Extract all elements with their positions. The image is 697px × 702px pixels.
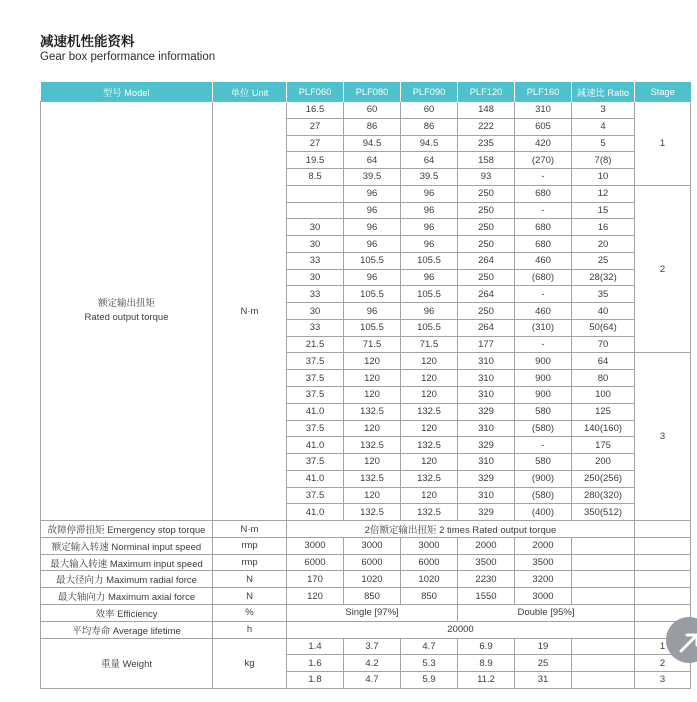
torque-value-cell: 264 (458, 286, 515, 303)
spec-value-cell: 3000 (344, 537, 401, 554)
spec-value-cell: 850 (344, 588, 401, 605)
spec-value-cell: 3500 (458, 554, 515, 571)
torque-value-cell: 900 (515, 353, 572, 370)
unit-cell: rmp (213, 554, 287, 571)
table-row (41, 537, 691, 554)
stage-cell (635, 571, 691, 588)
spec-value-cell: 2000 (458, 537, 515, 554)
table-row (41, 604, 691, 621)
torque-value-cell: 120 (344, 353, 401, 370)
ratio-cell: 3 (572, 102, 635, 119)
ratio-cell: 15 (572, 202, 635, 219)
weight-value-cell: 1.8 (287, 672, 344, 689)
spec-value-cell: 1020 (344, 571, 401, 588)
ratio-cell: 20 (572, 236, 635, 253)
torque-value-cell: 158 (458, 152, 515, 169)
ratio-cell (572, 638, 635, 655)
ratio-cell: 350(512) (572, 504, 635, 521)
column-header: 型号 Model (41, 82, 213, 102)
torque-value-cell: 93 (458, 169, 515, 186)
torque-value-cell: 120 (401, 387, 458, 404)
torque-value-cell: 39.5 (401, 169, 458, 186)
torque-value-cell: 310 (458, 454, 515, 471)
torque-value-cell: 86 (401, 118, 458, 135)
torque-value-cell: 96 (401, 219, 458, 236)
unit-cell: rmp (213, 537, 287, 554)
torque-value-cell: 460 (515, 303, 572, 320)
spec-value-cell: 1550 (458, 588, 515, 605)
torque-value-cell: 16.5 (287, 102, 344, 119)
torque-value-cell: 120 (344, 420, 401, 437)
stage-cell: 2 (635, 655, 691, 672)
weight-value-cell: 19 (515, 638, 572, 655)
torque-value-cell: (580) (515, 487, 572, 504)
torque-value-cell: 250 (458, 236, 515, 253)
ratio-cell: 140(160) (572, 420, 635, 437)
torque-value-cell: 132.5 (401, 504, 458, 521)
torque-value-cell: 250 (458, 269, 515, 286)
spec-value-cell: 6000 (401, 554, 458, 571)
torque-value-cell: 132.5 (401, 437, 458, 454)
column-header: PLF120 (458, 82, 515, 102)
spec-value-cell: 120 (287, 588, 344, 605)
back-to-top-button[interactable] (666, 617, 697, 663)
torque-value-cell: 41.0 (287, 403, 344, 420)
torque-value-cell: 264 (458, 252, 515, 269)
torque-value-cell: 37.5 (287, 420, 344, 437)
torque-value-cell: 250 (458, 185, 515, 202)
ratio-cell (572, 554, 635, 571)
merged-value-cell: 2倍额定输出扭矩 2 times Rated output torque (287, 521, 635, 538)
torque-value-cell: 420 (515, 135, 572, 152)
spec-value-cell: 3200 (515, 571, 572, 588)
unit-cell: h (213, 621, 287, 638)
unit-cell: kg (213, 638, 287, 688)
unit-cell: % (213, 604, 287, 621)
torque-value-cell: 37.5 (287, 487, 344, 504)
torque-value-cell: 310 (458, 387, 515, 404)
torque-value-cell: 250 (458, 303, 515, 320)
torque-value-cell: 30 (287, 219, 344, 236)
ratio-cell (572, 672, 635, 689)
torque-value-cell: 96 (401, 202, 458, 219)
torque-value-cell: 37.5 (287, 353, 344, 370)
torque-value-cell: 329 (458, 470, 515, 487)
torque-value-cell: 329 (458, 504, 515, 521)
torque-value-cell: 96 (344, 185, 401, 202)
torque-value-cell: 41.0 (287, 437, 344, 454)
weight-value-cell: 11.2 (458, 672, 515, 689)
spec-value-cell: 3000 (515, 588, 572, 605)
torque-value-cell: - (515, 336, 572, 353)
column-header: PLF090 (401, 82, 458, 102)
table-body (41, 102, 691, 689)
table-row (41, 521, 691, 538)
torque-value-cell: 250 (458, 202, 515, 219)
table-row (41, 554, 691, 571)
spec-value-cell: 1020 (401, 571, 458, 588)
torque-value-cell (287, 185, 344, 202)
torque-value-cell: 329 (458, 437, 515, 454)
torque-value-cell: 39.5 (344, 169, 401, 186)
torque-value-cell: 132.5 (344, 470, 401, 487)
ratio-cell: 64 (572, 353, 635, 370)
spec-value-cell: 6000 (287, 554, 344, 571)
merged-value-cell: 20000 (287, 621, 635, 638)
torque-value-cell: (270) (515, 152, 572, 169)
weight-value-cell: 4.7 (401, 638, 458, 655)
torque-value-cell: 310 (458, 487, 515, 504)
torque-value-cell: 132.5 (344, 437, 401, 454)
torque-value-cell: 96 (344, 303, 401, 320)
torque-value-cell: 30 (287, 303, 344, 320)
spec-value-cell: 2000 (515, 537, 572, 554)
weight-value-cell: 6.9 (458, 638, 515, 655)
torque-value-cell: (900) (515, 470, 572, 487)
weight-label-cell: 重量 Weight (41, 638, 213, 688)
torque-value-cell: 71.5 (344, 336, 401, 353)
torque-value-cell: 64 (401, 152, 458, 169)
torque-value-cell: 94.5 (401, 135, 458, 152)
column-header: PLF060 (287, 82, 344, 102)
stage-cell (635, 588, 691, 605)
torque-value-cell (287, 202, 344, 219)
stage-cell: 2 (635, 185, 691, 353)
table-header (41, 82, 691, 102)
torque-value-cell: 680 (515, 236, 572, 253)
torque-value-cell: 64 (344, 152, 401, 169)
page-title-zh: 减速机性能资料 (40, 34, 135, 49)
spec-label-cell: 故障停滞扭矩 Emergency stop torque (41, 521, 213, 538)
torque-value-cell: 120 (344, 387, 401, 404)
spec-value-cell: 3000 (401, 537, 458, 554)
torque-value-cell: 132.5 (344, 403, 401, 420)
spec-label-cell: 最大轴向力 Maximum axial force (41, 588, 213, 605)
ratio-cell: 175 (572, 437, 635, 454)
torque-value-cell: - (515, 202, 572, 219)
torque-value-cell: 8.5 (287, 169, 344, 186)
ratio-cell: 25 (572, 252, 635, 269)
torque-value-cell: 71.5 (401, 336, 458, 353)
header-row (41, 82, 691, 102)
torque-value-cell: 19.5 (287, 152, 344, 169)
torque-value-cell: 96 (401, 269, 458, 286)
torque-value-cell: 177 (458, 336, 515, 353)
torque-value-cell: 680 (515, 219, 572, 236)
torque-value-cell: 310 (458, 370, 515, 387)
torque-value-cell: 120 (401, 420, 458, 437)
spec-value-cell: 170 (287, 571, 344, 588)
torque-value-cell: 96 (344, 269, 401, 286)
efficiency-double-cell: Double [95%] (458, 604, 635, 621)
ratio-cell: 50(64) (572, 319, 635, 336)
arrow-up-right-icon (666, 625, 697, 661)
ratio-cell: 100 (572, 387, 635, 404)
torque-value-cell: 96 (401, 236, 458, 253)
stage-cell: 1 (635, 638, 691, 655)
performance-table (40, 82, 691, 689)
torque-value-cell: 96 (344, 219, 401, 236)
ratio-cell: 125 (572, 403, 635, 420)
efficiency-single-cell: Single [97%] (287, 604, 458, 621)
ratio-cell: 40 (572, 303, 635, 320)
torque-value-cell: 37.5 (287, 370, 344, 387)
torque-value-cell: 222 (458, 118, 515, 135)
ratio-cell: 12 (572, 185, 635, 202)
weight-value-cell: 8.9 (458, 655, 515, 672)
torque-value-cell: 96 (344, 202, 401, 219)
rated-output-torque-label (41, 102, 213, 521)
ratio-cell (572, 537, 635, 554)
weight-value-cell: 1.4 (287, 638, 344, 655)
weight-value-cell: 1.6 (287, 655, 344, 672)
torque-value-cell: 86 (344, 118, 401, 135)
ratio-cell (572, 571, 635, 588)
torque-value-cell: 33 (287, 286, 344, 303)
torque-value-cell: 105.5 (401, 319, 458, 336)
torque-value-cell: 21.5 (287, 336, 344, 353)
ratio-cell: 7(8) (572, 152, 635, 169)
torque-value-cell: 105.5 (344, 252, 401, 269)
torque-value-cell: 30 (287, 269, 344, 286)
table-row (41, 621, 691, 638)
torque-value-cell: 27 (287, 135, 344, 152)
spec-label-cell: 额定输入转速 Norminal input speed (41, 537, 213, 554)
torque-value-cell: 105.5 (401, 252, 458, 269)
table-row (41, 571, 691, 588)
unit-cell: N·m (213, 521, 287, 538)
torque-value-cell: 105.5 (344, 319, 401, 336)
label-en: Rated output torque (84, 312, 169, 324)
torque-value-cell: - (515, 169, 572, 186)
ratio-cell (572, 655, 635, 672)
column-header: Stage (635, 82, 691, 102)
stage-cell (635, 521, 691, 538)
torque-value-cell: 900 (515, 370, 572, 387)
torque-value-cell: 329 (458, 403, 515, 420)
torque-value-cell: 27 (287, 118, 344, 135)
torque-value-cell: 132.5 (401, 470, 458, 487)
weight-value-cell: 3.7 (344, 638, 401, 655)
torque-value-cell: 105.5 (401, 286, 458, 303)
torque-value-cell: 30 (287, 236, 344, 253)
torque-value-cell: 148 (458, 102, 515, 119)
torque-value-cell: 105.5 (344, 286, 401, 303)
torque-value-cell: 250 (458, 219, 515, 236)
weight-value-cell: 4.7 (344, 672, 401, 689)
torque-value-cell: 120 (401, 454, 458, 471)
torque-value-cell: 37.5 (287, 387, 344, 404)
unit-cell: N·m (213, 102, 287, 521)
torque-value-cell: - (515, 286, 572, 303)
torque-value-cell: (400) (515, 504, 572, 521)
weight-value-cell: 25 (515, 655, 572, 672)
label-zh: 额定输出扭矩 (97, 298, 155, 310)
stage-cell (635, 554, 691, 571)
torque-value-cell: 41.0 (287, 470, 344, 487)
torque-value-cell: 120 (344, 487, 401, 504)
unit-cell: N (213, 571, 287, 588)
spec-value-cell: 3500 (515, 554, 572, 571)
torque-value-cell: 900 (515, 387, 572, 404)
torque-value-cell: 120 (401, 487, 458, 504)
torque-value-cell: 94.5 (344, 135, 401, 152)
unit-cell: N (213, 588, 287, 605)
ratio-cell: 5 (572, 135, 635, 152)
spec-value-cell: 850 (401, 588, 458, 605)
torque-value-cell: 132.5 (344, 504, 401, 521)
torque-value-cell: 680 (515, 185, 572, 202)
torque-value-cell: 310 (458, 420, 515, 437)
torque-value-cell: 96 (401, 303, 458, 320)
torque-value-cell: 460 (515, 252, 572, 269)
weight-value-cell: 31 (515, 672, 572, 689)
torque-value-cell: 33 (287, 319, 344, 336)
spec-label-cell: 最大输入转速 Maximum input speed (41, 554, 213, 571)
ratio-cell: 35 (572, 286, 635, 303)
table-row (41, 588, 691, 605)
stage-cell: 3 (635, 353, 691, 521)
torque-value-cell: 580 (515, 403, 572, 420)
ratio-cell: 10 (572, 169, 635, 186)
spec-label-cell: 平均寿命 Average lifetime (41, 621, 213, 638)
torque-value-cell: 96 (401, 185, 458, 202)
torque-value-cell: 235 (458, 135, 515, 152)
spec-value-cell: 2230 (458, 571, 515, 588)
torque-value-cell: 41.0 (287, 504, 344, 521)
torque-value-cell: 605 (515, 118, 572, 135)
stage-cell: 1 (635, 102, 691, 186)
spec-value-cell: 6000 (344, 554, 401, 571)
torque-value-cell: 37.5 (287, 454, 344, 471)
weight-value-cell: 5.9 (401, 672, 458, 689)
torque-value-cell: 310 (515, 102, 572, 119)
torque-value-cell: 96 (344, 236, 401, 253)
page-title-en: Gear box performance information (40, 51, 216, 63)
torque-value-cell: 60 (401, 102, 458, 119)
torque-value-cell: 33 (287, 252, 344, 269)
torque-value-cell: (680) (515, 269, 572, 286)
table-row (41, 638, 691, 655)
torque-value-cell: 580 (515, 454, 572, 471)
torque-value-cell: (580) (515, 420, 572, 437)
torque-value-cell: 120 (401, 370, 458, 387)
weight-value-cell: 5.3 (401, 655, 458, 672)
spec-label-cell: 效率 Efficiency (41, 604, 213, 621)
column-header: 单位 Unit (213, 82, 287, 102)
ratio-cell: 250(256) (572, 470, 635, 487)
ratio-cell: 4 (572, 118, 635, 135)
torque-value-cell: 120 (401, 353, 458, 370)
ratio-cell: 280(320) (572, 487, 635, 504)
ratio-cell: 28(32) (572, 269, 635, 286)
stage-cell (635, 537, 691, 554)
column-header: PLF080 (344, 82, 401, 102)
torque-value-cell: 120 (344, 454, 401, 471)
ratio-cell: 70 (572, 336, 635, 353)
torque-value-cell: (310) (515, 319, 572, 336)
column-header: 减速比 Ratio (572, 82, 635, 102)
table-row (41, 102, 691, 119)
torque-value-cell: 120 (344, 370, 401, 387)
torque-value-cell: 132.5 (401, 403, 458, 420)
torque-value-cell: 60 (344, 102, 401, 119)
stage-cell: 3 (635, 672, 691, 689)
spec-value-cell: 3000 (287, 537, 344, 554)
ratio-cell: 200 (572, 454, 635, 471)
ratio-cell: 16 (572, 219, 635, 236)
torque-value-cell: 264 (458, 319, 515, 336)
ratio-cell (572, 588, 635, 605)
weight-value-cell: 4.2 (344, 655, 401, 672)
torque-value-cell: - (515, 437, 572, 454)
spec-label-cell: 最大径向力 Maximum radial force (41, 571, 213, 588)
column-header: PLF160 (515, 82, 572, 102)
torque-value-cell: 310 (458, 353, 515, 370)
ratio-cell: 80 (572, 370, 635, 387)
